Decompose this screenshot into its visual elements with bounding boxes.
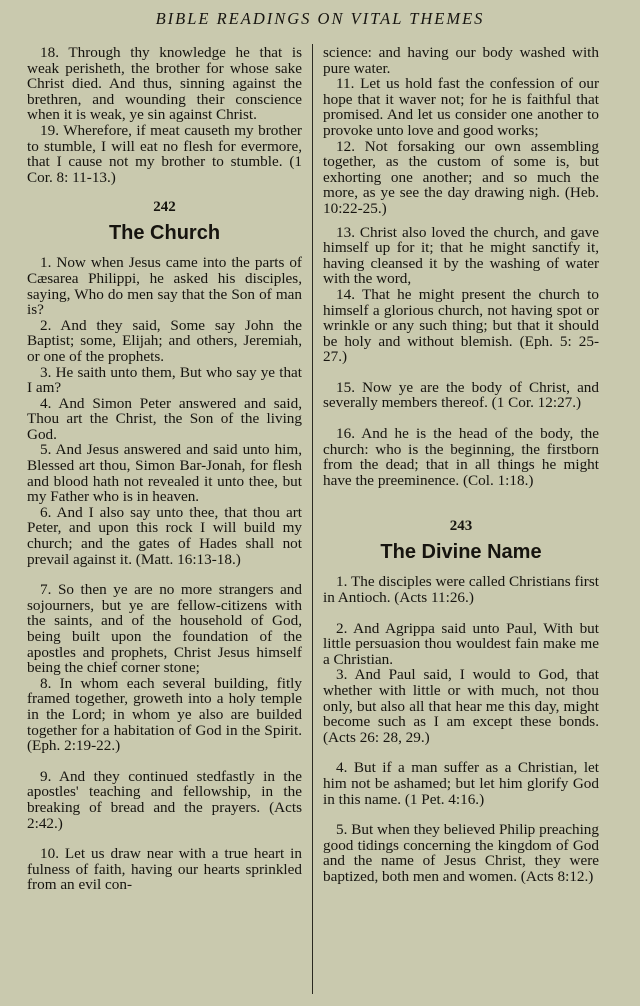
verse-paragraph: 8. In whom each several building, fitly framed together, groweth into a holy temple in the Lord; in whom ye also are builded together for a habitation of God in the Spirit. (Eph. 2:19-22.) bbox=[27, 674, 302, 755]
verse-paragraph: 12. Not forsaking our own assembling together, as the custom of some is, but exhorting one another; and so much the more, as ye see the day drawing nigh. (Heb. 10:22-25.) bbox=[323, 137, 599, 217]
verse-paragraph: 5. And Jesus answered and said unto him, Blessed art thou, Simon Bar-Jonah, for flesh and blood hath not revealed it unto thee, but my Father who is in heaven. bbox=[27, 441, 302, 506]
verse-paragraph: 2. And Agrippa said unto Paul, With but little persuasion thou wouldest fain make me a Christian. bbox=[323, 619, 599, 668]
column-divider bbox=[312, 44, 313, 994]
verse-paragraph: 7. So then ye are no more strangers and sojourners, but ye are fellow-citizens with the saints, and of the household of God, being built upon the foundation of the apostles and prophets, Christ Jesus himself being the chief corner stone; bbox=[27, 581, 302, 677]
running-header: BIBLE READINGS ON VITAL THEMES bbox=[155, 9, 485, 28]
verse-paragraph: 11. Let us hold fast the confession of our hope that it waver not; for he is faithful that promised. And let us consider one another to provoke unto love and good works; bbox=[323, 75, 599, 139]
section-title: The Church bbox=[108, 222, 221, 245]
verse-paragraph: 6. And I also say unto thee, that thou art Peter, and upon this rock I will build my church; and the gates of Hades shall not prevail against it. (Matt. 16:13-18.) bbox=[27, 503, 302, 568]
right-column bbox=[323, 45, 599, 885]
verse-paragraph: 18. Through thy knowledge he that is weak perisheth, the brother for whose sake Christ died. And thus, sinning against the brethren, and wounding their conscience when it is weak, ye sin against Christ. bbox=[27, 44, 302, 124]
verse-paragraph: 3. He saith unto them, But who say ye that I am? bbox=[27, 363, 302, 397]
section-number: 243 bbox=[449, 518, 473, 535]
verse-paragraph: 4. And Simon Peter answered and said, Thou art the Christ, the Son of the living God. bbox=[27, 394, 302, 443]
verse-paragraph: 5. But when they believed Philip preaching good tidings concerning the kingdom of God and the name of Jesus Christ, they were baptized, both men and women. (Acts 8:12.) bbox=[323, 821, 599, 885]
verse-paragraph: 4. But if a man suffer as a Christian, let him not be ashamed; but let him glorify God in this name. (1 Pet. 4:16.) bbox=[323, 759, 599, 808]
verse-paragraph: 9. And they continued stedfastly in the apostles' teaching and fellowship, in the breaking of bread and the prayers. (Acts 2:42.) bbox=[27, 767, 302, 832]
verse-paragraph: 15. Now ye are the body of Christ, and severally members thereof. (1 Cor. 12:27.) bbox=[323, 378, 599, 412]
section-number: 242 bbox=[153, 199, 176, 216]
verse-paragraph: 14. That he might present the church to himself a glorious church, not having spot or wrinkle or any such thing; but that it should be holy and without blemish. (Eph. 5: 25-27.) bbox=[323, 285, 599, 366]
verse-paragraph: 3. And Paul said, I would to God, that whether with little or with much, not thou only, but also all that hear me this day, might become such as I am except these bonds. (Acts 26: 28, 29.) bbox=[323, 666, 599, 746]
section-title: The Divine Name bbox=[380, 541, 542, 564]
verse-paragraph: 2. And they said, Some say John the Baptist; some, Elijah; and others, Jeremiah, or one of the prophets. bbox=[27, 316, 302, 365]
verse-paragraph: 1. The disciples were called Christians first in Antioch. (Acts 11:26.) bbox=[323, 573, 599, 607]
verse-paragraph: 13. Christ also loved the church, and gave himself up for it; that he might sanctify it, having cleansed it by the washing of water with the word, bbox=[323, 223, 599, 288]
verse-paragraph: 19. Wherefore, if meat causeth my brother to stumble, I will eat no flesh for evermore, that I cause not my brother to stumble. (1 Cor. 8: 11-13.) bbox=[27, 121, 302, 186]
left-column bbox=[27, 45, 302, 893]
verse-paragraph: 1. Now when Jesus came into the parts of Cæsarea Philippi, he asked his disciples, saying, Who do men say that the Son of man is? bbox=[27, 254, 302, 319]
verse-paragraph: 10. Let us draw near with a true heart in fulness of faith, having our hearts sprinkled from an evil con- bbox=[27, 845, 302, 894]
verse-paragraph: 16. And he is the head of the body, the church: who is the beginning, the firstborn from the dead; that in all things he might have the preeminence. (Col. 1:18.) bbox=[323, 425, 599, 489]
verse-paragraph: science: and having our body washed with pure water. bbox=[323, 44, 599, 77]
